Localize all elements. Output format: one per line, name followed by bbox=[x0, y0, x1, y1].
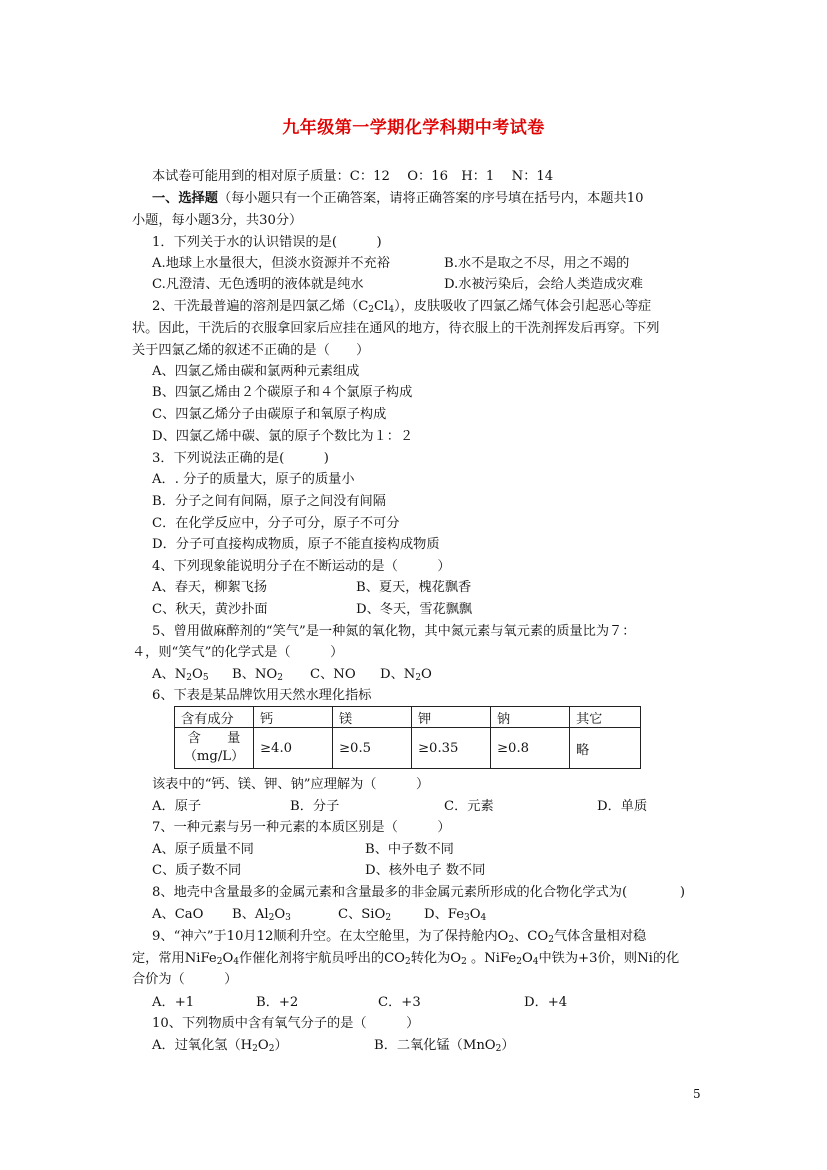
q5-stem-cont: ４，则“笑气”的化学式是（ ） bbox=[132, 645, 344, 660]
q10-sub: 2 bbox=[252, 1044, 258, 1054]
q6-stem: 6、下表是某品牌饮用天然水理化指标 bbox=[152, 688, 372, 703]
q9-part: 。NiFe bbox=[466, 951, 517, 966]
table-cell: ≥0.8 bbox=[491, 728, 570, 769]
q1-option-c: C.凡澄清、无色透明的液体就是纯水 bbox=[152, 277, 364, 292]
q8-b-part: O bbox=[274, 907, 286, 922]
q5-option-b bbox=[232, 665, 283, 685]
q5-sub: 2 bbox=[186, 673, 192, 683]
q9-sub: 2 bbox=[516, 957, 522, 967]
q9-part: 气体含量相对稳 bbox=[553, 929, 647, 944]
q9-option-c: C．+3 bbox=[378, 995, 421, 1010]
q9-part: O bbox=[521, 951, 533, 966]
q2-option-c: C、四氯乙烯分子由碳原子和氧原子构成 bbox=[152, 407, 387, 422]
section1-title: 一、选择题 bbox=[152, 191, 218, 206]
table-cell: ≥4.0 bbox=[254, 728, 333, 769]
q2-sub: 4 bbox=[388, 305, 395, 315]
q8-b-part: B、Al bbox=[232, 907, 269, 922]
section1-heading bbox=[152, 189, 644, 209]
q3-option-a: A．. 分子的质量大，原子的质量小 bbox=[152, 472, 355, 487]
q8-option-a: A、CaO bbox=[152, 907, 204, 922]
page-number: 5 bbox=[693, 1087, 701, 1101]
q2-option-b: B、四氯乙烯由２个碳原子和４个氯原子构成 bbox=[152, 385, 413, 400]
table-row-label bbox=[175, 728, 254, 769]
q5-a-part: O bbox=[192, 667, 203, 682]
q5-stem: 5、曾用做麻醉剂的“笑气”是一种氮的氧化物，其中氮元素与氧元素的质量比为７： bbox=[152, 624, 636, 639]
q8-option-c bbox=[338, 905, 391, 925]
q9-sub: 4 bbox=[532, 957, 539, 967]
table-cell: ≥0.5 bbox=[333, 728, 412, 769]
q10-a-part: O bbox=[257, 1038, 269, 1053]
water-index-table bbox=[174, 706, 641, 769]
q9-sub: 2 bbox=[461, 957, 467, 967]
q9-part: 转化为O bbox=[410, 951, 462, 966]
q9-sub: 2 bbox=[548, 935, 554, 945]
q8-stem: 8、地壳中含量最多的金属元素和含量最多的非金属元素所形成的化合物化学式为( ) bbox=[152, 885, 685, 900]
table-header-cell: 含有成分 bbox=[175, 707, 254, 728]
q9-sub: 4 bbox=[233, 957, 240, 967]
q7-option-d: D、核外电子 数不同 bbox=[365, 863, 486, 878]
q1-stem: 1．下列关于水的认识错误的是( ) bbox=[152, 235, 382, 250]
q10-stem: 10、下列物质中含有氧气分子的是（ ） bbox=[152, 1016, 420, 1031]
q10-b-part: B．二氧化锰（MnO bbox=[374, 1038, 496, 1053]
q7-option-c: C、质子数不同 bbox=[152, 863, 242, 878]
table-cell: 略 bbox=[570, 728, 641, 769]
section1-desc-cont: 小题，每小题3分，共30分） bbox=[132, 213, 303, 228]
q10-option-b bbox=[374, 1036, 515, 1056]
q3-stem: 3．下列说法正确的是( ) bbox=[152, 451, 329, 466]
q1-option-d: D.水被污染后，会给人类造成灾难 bbox=[444, 277, 643, 292]
q5-d-part: O bbox=[421, 667, 432, 682]
q8-d-part: O bbox=[469, 907, 481, 922]
q6-option-d: D．单质 bbox=[597, 799, 648, 814]
q9-option-b: B．+2 bbox=[256, 995, 299, 1010]
q7-option-b: B、中子数不同 bbox=[365, 842, 454, 857]
q2-stem-cont: 状。因此，干洗后的衣服拿回家后应挂在通风的地方，待衣服上的干洗剂挥发后再穿。下列 bbox=[132, 321, 660, 336]
q9-part: 定，常用NiFe bbox=[132, 951, 217, 966]
page-title: 九年级第一学期化学科期中考试卷 bbox=[282, 118, 545, 138]
q2-stem-part: Cl bbox=[374, 299, 389, 314]
row-label-line: 含 量 bbox=[187, 731, 241, 746]
q9-part: 9、“神六”于10月12顺利升空。在太空舱里，为了保持舱内O bbox=[152, 929, 509, 944]
q9-part: 作催化剂将宇航员呼出的CO bbox=[239, 951, 405, 966]
q4-stem: 4、下列现象能说明分子在不断运动的是（ ） bbox=[152, 559, 451, 574]
q5-d-part: D、N bbox=[380, 667, 416, 682]
q1-option-b: B.水不是取之不尽，用之不竭的 bbox=[444, 256, 630, 271]
section1-desc: （每小题只有一个正确答案，请将正确答案的序号填在括号内，本题共10 bbox=[217, 191, 644, 206]
q7-stem: 7、一种元素与另一种元素的本质区别是（ ） bbox=[152, 820, 451, 835]
q5-sub: 2 bbox=[415, 673, 422, 683]
q5-a-part: A、N bbox=[152, 667, 187, 682]
q8-sub: 3 bbox=[464, 913, 470, 923]
table-header-cell: 镁 bbox=[333, 707, 412, 728]
q4-option-c: C、秋天，黄沙扑面 bbox=[152, 602, 268, 617]
q9-stem-cont bbox=[132, 949, 679, 969]
table-row bbox=[175, 728, 641, 769]
q8-sub: 2 bbox=[268, 913, 275, 923]
q3-option-c: C．在化学反应中，分子可分，原子不可分 bbox=[152, 516, 400, 531]
q6-option-b: B．分子 bbox=[290, 799, 340, 814]
q5-option-a bbox=[152, 665, 209, 685]
q8-d-part: D、Fe bbox=[424, 907, 464, 922]
q4-option-b: B、夏天，槐花飘香 bbox=[356, 580, 472, 595]
q9-sub: 2 bbox=[216, 957, 223, 967]
q9-sub: 2 bbox=[508, 935, 515, 945]
q10-b-part: ） bbox=[501, 1038, 515, 1053]
q10-a-part: ） bbox=[274, 1038, 288, 1053]
q5-sub: 2 bbox=[277, 673, 283, 683]
q5-option-d bbox=[380, 665, 432, 685]
q8-sub: 3 bbox=[285, 913, 291, 923]
row-label-unit: （mg/L） bbox=[183, 749, 245, 764]
q8-sub: 2 bbox=[385, 913, 392, 923]
q2-stem-cont2: 关于四氯乙烯的叙述不正确的是（ ） bbox=[132, 343, 370, 358]
q6-option-a: A．原子 bbox=[152, 799, 202, 814]
table-header-cell: 钙 bbox=[254, 707, 333, 728]
q2-stem bbox=[152, 297, 651, 317]
q2-stem-part: 2、干洗最普遍的溶剂是四氯乙烯（C bbox=[152, 299, 369, 314]
q9-stem bbox=[152, 927, 646, 947]
table-header-cell: 钠 bbox=[491, 707, 570, 728]
q6-followup: 该表中的“钙、镁、钾、钠”应理解为（ ） bbox=[152, 777, 430, 792]
q8-option-b bbox=[232, 905, 291, 925]
q5-b-part: B、NO bbox=[232, 667, 278, 682]
q9-part: 中铁为+3价，则Ni的化 bbox=[538, 951, 680, 966]
table-cell: ≥0.35 bbox=[412, 728, 491, 769]
q3-option-d: D．分子可直接构成物质，原子不能直接构成物质 bbox=[152, 537, 440, 552]
q4-option-a: A、春天，柳絮飞扬 bbox=[152, 580, 268, 595]
q1-option-a: A.地球上水量很大，但淡水资源并不充裕 bbox=[152, 256, 390, 271]
table-header-row bbox=[175, 707, 641, 728]
table-header-cell: 其它 bbox=[570, 707, 641, 728]
intro-text: 本试卷可能用到的相对原子质量：C：12 O：16 H：1 N：14 bbox=[152, 169, 554, 184]
q10-a-part: A．过氧化氢（H bbox=[152, 1038, 253, 1053]
q3-option-b: B．分子之间有间隔，原子之间没有间隔 bbox=[152, 494, 386, 509]
q2-option-a: A、四氯乙烯由碳和氯两种元素组成 bbox=[152, 364, 360, 379]
q10-sub: 2 bbox=[495, 1044, 502, 1054]
q8-sub: 4 bbox=[480, 913, 487, 923]
q5-sub: 5 bbox=[202, 673, 209, 683]
q9-part: 、CO bbox=[514, 929, 549, 944]
q4-option-d: D、冬天，雪花飘飘 bbox=[356, 602, 473, 617]
q8-option-d bbox=[424, 905, 486, 925]
q9-sub: 2 bbox=[405, 957, 411, 967]
q7-option-a: A、原子质量不同 bbox=[152, 842, 254, 857]
q2-sub: 2 bbox=[368, 305, 375, 315]
q9-option-d: D．+4 bbox=[524, 995, 568, 1010]
q10-sub: 2 bbox=[268, 1044, 275, 1054]
q9-stem-cont2: 合价为（ ） bbox=[132, 972, 238, 987]
q6-option-c: C．元素 bbox=[444, 799, 494, 814]
q2-stem-part: ），皮肤吸收了四氯乙烯气体会引起恶心等症 bbox=[394, 299, 652, 314]
q8-c-part: C、SiO bbox=[338, 907, 386, 922]
q10-option-a bbox=[152, 1036, 288, 1056]
q2-option-d: D、四氯乙烯中碳、氯的原子个数比为１：２ bbox=[152, 429, 414, 444]
q9-part: O bbox=[222, 951, 234, 966]
q5-option-c: C、NO bbox=[310, 667, 356, 682]
q9-option-a: A．+1 bbox=[152, 995, 195, 1010]
table-header-cell: 钾 bbox=[412, 707, 491, 728]
